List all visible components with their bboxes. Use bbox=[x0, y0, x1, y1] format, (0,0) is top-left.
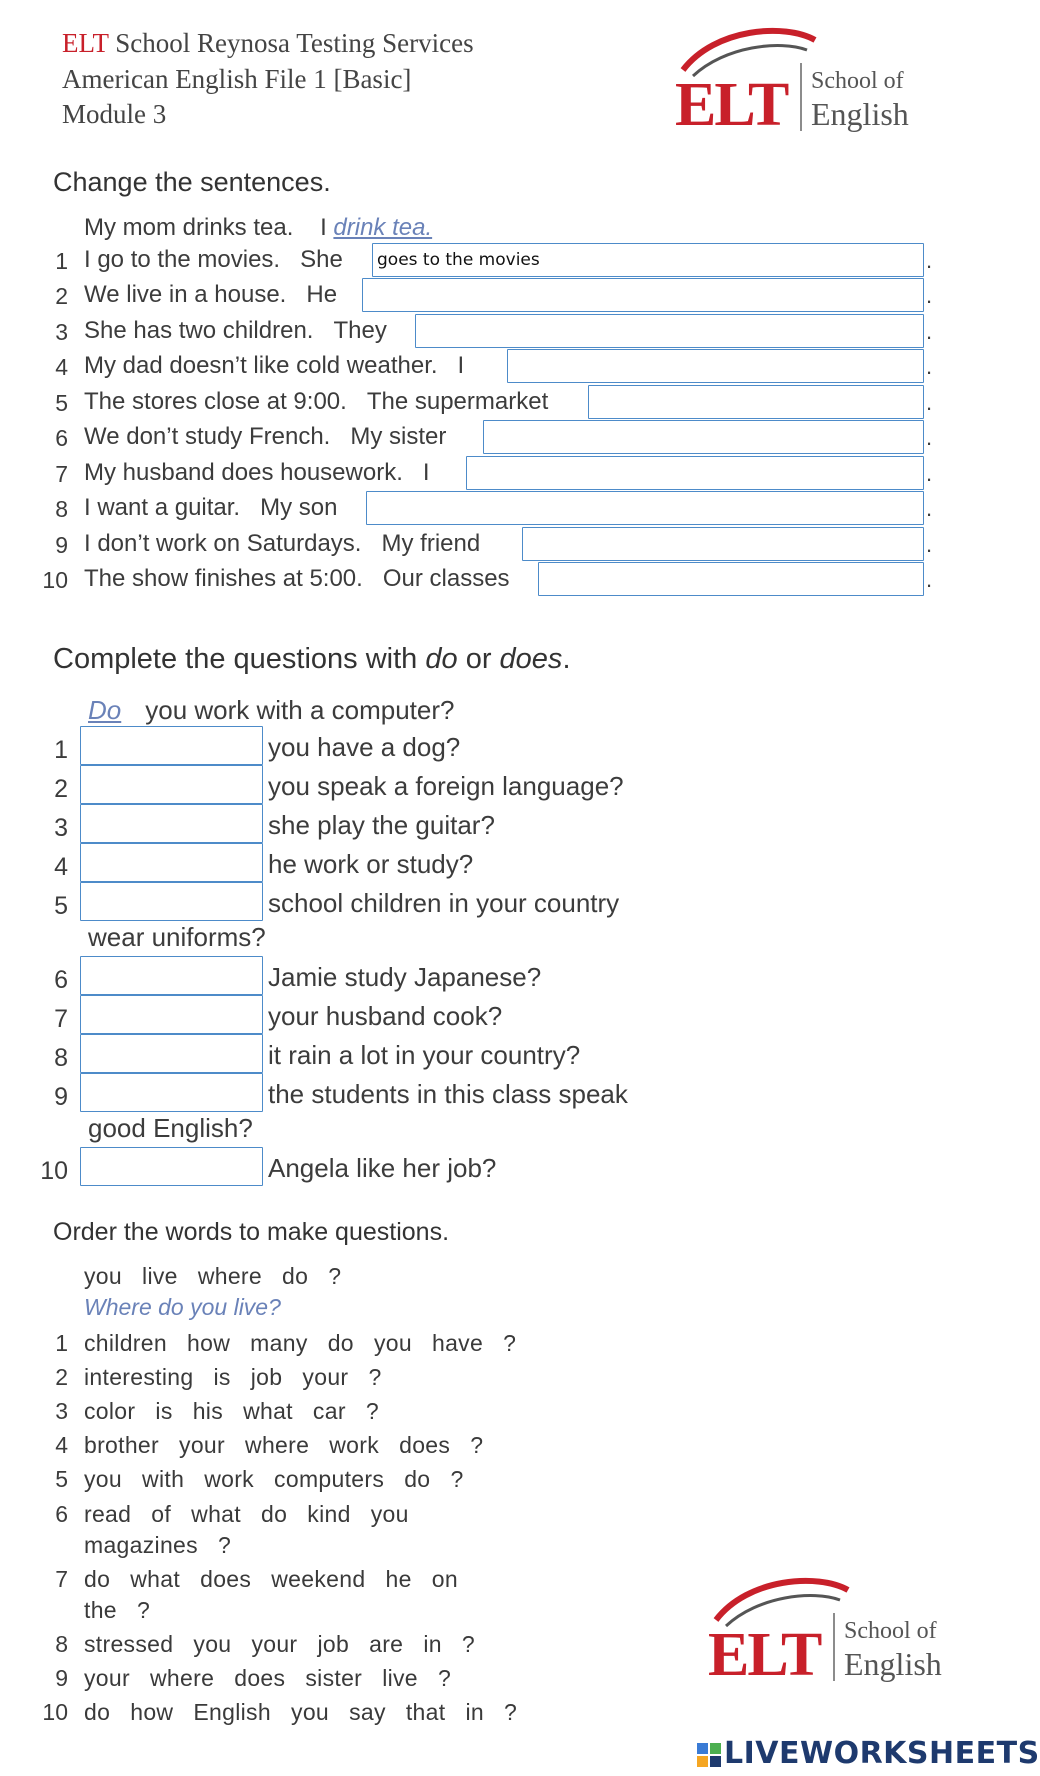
section1-answer-field-10[interactable] bbox=[538, 562, 924, 596]
section1-item-text bbox=[84, 530, 480, 558]
header-line-2: American English File 1 [Basic] bbox=[62, 64, 412, 94]
section2-answer-field-10[interactable] bbox=[80, 1147, 263, 1186]
section3-item-words: you with work computers do ? bbox=[84, 1466, 464, 1492]
section1-period: . bbox=[926, 532, 933, 557]
section2-title bbox=[53, 643, 571, 676]
section1-item-prompt: She has two children. bbox=[84, 317, 314, 344]
section2-item-text: school children in your country bbox=[268, 888, 620, 918]
section1-item-prompt: We live in a house. bbox=[84, 281, 287, 308]
section1-item-text bbox=[84, 388, 548, 416]
section2-item-text: the students in this class speak bbox=[268, 1079, 628, 1109]
section3-item-number: 6 bbox=[55, 1501, 68, 1527]
section2-item-text: you speak a foreign language? bbox=[268, 771, 624, 801]
logo-line-1: School of bbox=[811, 68, 904, 94]
section1-item-text bbox=[84, 246, 343, 274]
section2-answer-field-9[interactable] bbox=[80, 1073, 263, 1112]
section1-item-subject: They bbox=[333, 317, 387, 344]
section1-item-subject: I bbox=[422, 459, 430, 486]
section3-item-words: stressed you your job are in ? bbox=[84, 1631, 475, 1657]
section2-item-continuation: wear uniforms? bbox=[88, 922, 266, 952]
section2-answer-field-3[interactable] bbox=[80, 804, 263, 843]
section2-answer-field-4[interactable] bbox=[80, 843, 263, 882]
section2-answer-field-6[interactable] bbox=[80, 956, 263, 995]
section1-period: . bbox=[926, 283, 933, 308]
section1-item-number: 7 bbox=[55, 461, 68, 487]
elt-logo-bottom bbox=[708, 1568, 948, 1688]
section3-item-continuation: magazines ? bbox=[84, 1532, 232, 1558]
section1-answer-field-7[interactable] bbox=[466, 456, 924, 490]
section2-title-a: Complete the questions with bbox=[53, 643, 426, 675]
section2-answer-field-8[interactable] bbox=[80, 1034, 263, 1073]
section1-item-subject: My friend bbox=[381, 530, 481, 557]
section2-item-number: 8 bbox=[54, 1044, 68, 1072]
section1-item-number: 1 bbox=[55, 248, 68, 274]
section2-item-number: 3 bbox=[54, 814, 68, 842]
logo-mark: ELT bbox=[708, 1621, 821, 1689]
section3-item-number: 10 bbox=[42, 1699, 68, 1725]
section1-period: . bbox=[926, 319, 933, 344]
section1-period: . bbox=[926, 425, 933, 450]
section2-item-number: 4 bbox=[54, 853, 68, 881]
section2-item-text: your husband cook? bbox=[268, 1001, 503, 1031]
section1-item-text bbox=[84, 423, 446, 451]
section1-item-subject: The supermarket bbox=[366, 388, 549, 415]
section1-item-prompt: We don’t study French. bbox=[84, 423, 331, 450]
section2-example-text: you work with a computer? bbox=[145, 695, 455, 725]
section1-period: . bbox=[926, 354, 933, 379]
header-brand: ELT bbox=[62, 28, 109, 58]
section1-answer-field-5[interactable] bbox=[588, 385, 924, 419]
section1-item-prompt: I want a guitar. bbox=[84, 494, 241, 521]
section2-item-number: 9 bbox=[54, 1083, 68, 1111]
section1-item-subject: I bbox=[457, 352, 465, 379]
section1-answer-field-6[interactable] bbox=[483, 420, 924, 454]
section3-item-number: 9 bbox=[55, 1665, 68, 1691]
section1-period: . bbox=[926, 248, 933, 273]
section1-answer-field-9[interactable] bbox=[522, 527, 924, 561]
section2-example bbox=[88, 695, 454, 726]
section1-item-prompt: The stores close at 9:00. bbox=[84, 388, 347, 415]
header-line-3: Module 3 bbox=[62, 99, 167, 129]
section1-item-subject: My sister bbox=[350, 423, 447, 450]
section1-item-prompt: My dad doesn’t like cold weather. bbox=[84, 352, 438, 379]
section2-title-do: do bbox=[425, 643, 458, 675]
section3-item-words: do what does weekend he on bbox=[84, 1566, 458, 1592]
section3-item-words: color is his what car ? bbox=[84, 1398, 379, 1424]
section3-item-number: 2 bbox=[55, 1364, 68, 1390]
example-prompt: My mom drinks tea. bbox=[84, 214, 294, 241]
section1-item-text bbox=[84, 352, 464, 380]
section1-item-text bbox=[84, 565, 510, 593]
logo-line-2: English bbox=[811, 96, 909, 132]
section1-item-number: 5 bbox=[55, 390, 68, 416]
section2-title-end: . bbox=[562, 643, 571, 675]
section1-item-number: 8 bbox=[55, 496, 68, 522]
section3-item-words: do how English you say that in ? bbox=[84, 1699, 518, 1725]
example-answer: drink tea. bbox=[333, 214, 433, 241]
section2-answer-field-7[interactable] bbox=[80, 995, 263, 1034]
section2-example-answer: Do bbox=[88, 695, 122, 725]
section3-item-number: 1 bbox=[55, 1330, 68, 1356]
section3-item-words: children how many do you have ? bbox=[84, 1330, 517, 1356]
section2-item-text: Angela like her job? bbox=[268, 1153, 497, 1183]
section2-item-number: 6 bbox=[54, 966, 68, 994]
section3-item-words: brother your where work does ? bbox=[84, 1432, 484, 1458]
section1-item-prompt: The show finishes at 5:00. bbox=[84, 565, 363, 592]
section3-item-number: 4 bbox=[55, 1432, 68, 1458]
section1-title: Change the sentences. bbox=[53, 167, 331, 197]
liveworksheets-label: LIVEWORKSHEETS bbox=[724, 1736, 1040, 1771]
section1-item-text bbox=[84, 281, 337, 309]
section1-item-number: 4 bbox=[55, 354, 68, 380]
section1-item-text bbox=[84, 317, 387, 345]
header-line-1-text: School Reynosa Testing Services bbox=[108, 28, 474, 58]
section1-item-number: 10 bbox=[42, 567, 68, 593]
section2-item-number: 10 bbox=[40, 1157, 68, 1185]
section1-item-prompt: I don’t work on Saturdays. bbox=[84, 530, 362, 557]
section2-item-number: 5 bbox=[54, 892, 68, 920]
section1-item-prompt: My husband does housework. bbox=[84, 459, 403, 486]
section1-period: . bbox=[926, 390, 933, 415]
section2-title-does: does bbox=[499, 643, 563, 675]
section1-answer-field-4[interactable] bbox=[507, 349, 924, 383]
section1-period: . bbox=[926, 496, 933, 521]
section1-period: . bbox=[926, 567, 933, 592]
section1-period: . bbox=[926, 461, 933, 486]
section1-example bbox=[84, 214, 432, 242]
section2-answer-field-2[interactable] bbox=[80, 765, 263, 804]
section2-answer-field-1[interactable] bbox=[80, 726, 263, 765]
section3-item-words: your where does sister live ? bbox=[84, 1665, 452, 1691]
example-subject: I bbox=[320, 214, 327, 241]
logo-line-2: English bbox=[844, 1646, 942, 1682]
section1-item-prompt: I go to the movies. bbox=[84, 246, 281, 273]
section2-item-text: Jamie study Japanese? bbox=[268, 962, 542, 992]
section3-item-number: 5 bbox=[55, 1466, 68, 1492]
section2-answer-field-5[interactable] bbox=[80, 882, 263, 921]
section2-item-text: he work or study? bbox=[268, 849, 474, 879]
section1-item-subject: She bbox=[300, 246, 343, 273]
liveworksheets-logo-icon bbox=[696, 1742, 722, 1768]
section1-answer-field-8[interactable] bbox=[366, 491, 924, 525]
section3-item-words: read of what do kind you bbox=[84, 1501, 409, 1527]
section1-item-number: 9 bbox=[55, 532, 68, 558]
section1-item-text bbox=[84, 459, 430, 487]
header-line-1 bbox=[62, 30, 474, 57]
section3-example-answer: Where do you live? bbox=[84, 1294, 281, 1320]
section1-answer-field-2[interactable] bbox=[362, 278, 924, 312]
section3-title: Order the words to make questions. bbox=[53, 1218, 450, 1246]
section2-item-text: she play the guitar? bbox=[268, 810, 495, 840]
section1-item-number: 3 bbox=[55, 319, 68, 345]
section1-answer-field-3[interactable] bbox=[415, 314, 924, 348]
section1-item-subject: Our classes bbox=[382, 565, 510, 592]
section2-item-text: it rain a lot in your country? bbox=[268, 1040, 581, 1070]
section2-item-number: 7 bbox=[54, 1005, 68, 1033]
section2-item-number: 2 bbox=[54, 775, 68, 803]
section2-item-continuation: good English? bbox=[88, 1113, 253, 1143]
logo-line-1: School of bbox=[844, 1618, 937, 1644]
section1-answer-field-1[interactable] bbox=[372, 243, 924, 277]
section1-item-subject: My son bbox=[260, 494, 338, 521]
section1-item-subject: He bbox=[306, 281, 338, 308]
section3-item-number: 3 bbox=[55, 1398, 68, 1424]
section1-item-number: 6 bbox=[55, 425, 68, 451]
elt-logo-top bbox=[675, 18, 915, 138]
section3-item-number: 7 bbox=[55, 1566, 68, 1592]
section2-title-or: or bbox=[457, 643, 500, 675]
section3-item-continuation: the ? bbox=[84, 1597, 151, 1623]
logo-mark: ELT bbox=[675, 71, 788, 139]
section2-item-text: you have a dog? bbox=[268, 732, 461, 762]
section3-item-number: 8 bbox=[55, 1631, 68, 1657]
section1-item-number: 2 bbox=[55, 283, 68, 309]
section3-example-words: you live where do ? bbox=[84, 1263, 342, 1289]
section3-item-words: interesting is job your ? bbox=[84, 1364, 382, 1390]
section1-item-text bbox=[84, 494, 337, 522]
section2-item-number: 1 bbox=[54, 736, 68, 764]
